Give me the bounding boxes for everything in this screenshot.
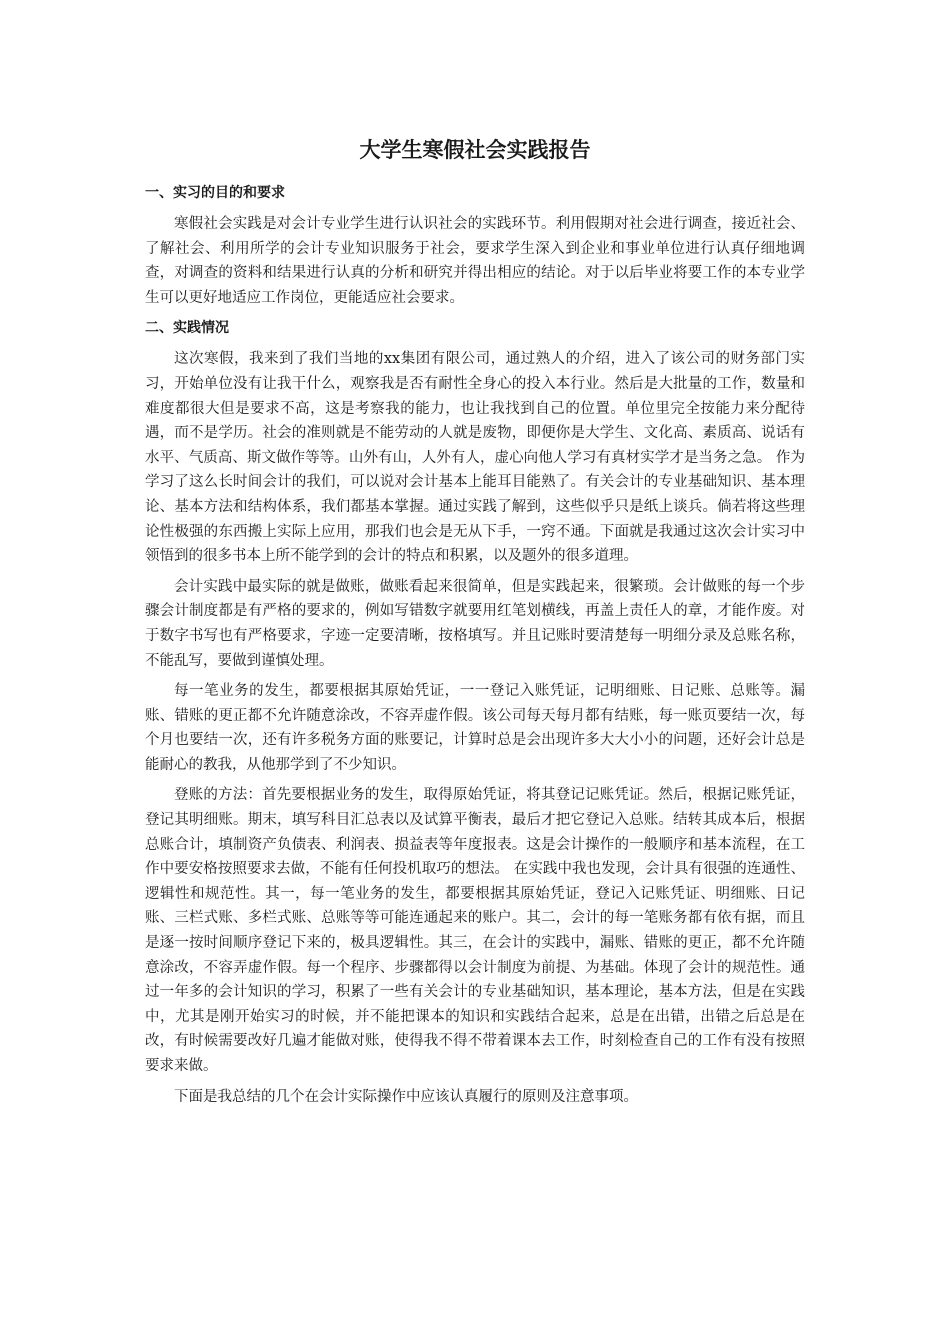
section-practice [145, 316, 805, 1109]
section-purpose [145, 181, 805, 310]
paragraph: 这次寒假，我来到了我们当地的xx集团有限公司，通过熟人的介绍，进入了该公司的财务部门实习，开始单位没有让我干什么，观察我是否有耐性全身心的投入本行业。然后是大批量的工作，数量和难度都很大但是要求不高，这是考察我的能力，也让我找到自己的位置。单位里完全按能力来分配待遇，而不是学历。社会的准则就是不能劳动的人就是废物，即便你是大学生、文化高、素质高、说话有水平、气质高、斯文做作等等。山外有山，人外有人，虚心向他人学习有真材实学才是当务之急。 作为学习了这么长时间会计的我们，可以说对会计基本上能耳目能熟了。有关会计的专业基础知识、基本理论、基本方法和结构体系，我们都基本掌握。通过实践了解到，这些似乎只是纸上谈兵。倘若将这些理论性极强的东西搬上实际上应用，那我们也会是无从下手，一窍不通。下面就是我通过这次会计实习中领悟到的很多书本上所不能学到的会计的特点和积累，以及题外的很多道理。 [145, 351, 805, 565]
document-body [145, 181, 805, 1115]
paragraph: 寒假社会实践是对会计专业学生进行认识社会的实践环节。利用假期对社会进行调查，接近社会、了解社会、利用所学的会计专业知识服务于社会，要求学生深入到企业和事业单位进行认真仔细地调查，对调查的资料和结果进行认真的分析和研究并得出相应的结论。对于以后毕业将要工作的本专业学生可以更好地适应工作岗位，更能适应社会要求。 [145, 216, 805, 306]
paragraph: 登账的方法：首先要根据业务的发生，取得原始凭证，将其登记记账凭证。然后，根据记账凭证，登记其明细账。期末，填写科目汇总表以及试算平衡表，最后才把它登记入总账。结转其成本后，根据总账合计，填制资产负债表、利润表、损益表等年度报表。这是会计操作的一般顺序和基本流程，在工作中要安格按照要求去做，不能有任何投机取巧的想法。 在实践中我也发现，会计具有很强的连通性、逻辑性和规范性。其一，每一笔业务的发生，都要根据其原始凭证，登记入记账凭证、明细账、日记账、三栏式账、多栏式账、总账等等可能连通起来的账户。其二，会计的每一笔账务都有依有据，而且是逐一按时间顺序登记下来的，极具逻辑性。其三，在会计的实践中，漏账、错账的更正，都不允许随意涂改，不容弄虚作假。每一个程序、步骤都得以会计制度为前提、为基础。体现了会计的规范性。通过一年多的会计知识的学习，积累了一些有关会计的专业基础知识，基本理论，基本方法，但是在实践中，尤其是刚开始实习的时候，并不能把课本的知识和实践结合起来，总是在出错，出错之后总是在改，有时候需要改好几遍才能做对账，使得我不得不带着课本去工作，时刻检查自己的工作有没有按照要求来做。 [145, 787, 805, 1074]
section-heading: 一、实习的目的和要求 [145, 185, 285, 201]
paragraph: 会计实践中最实际的就是做账，做账看起来很简单，但是实践起来，很繁琐。会计做账的每一个步骤会计制度都是有严格的要求的，例如写错数字就要用红笔划横线，再盖上责任人的章，才能作废。对于数字书写也有严格要求，字迹一定要清晰，按格填写。并且记账时要清楚每一明细分录及总账名称，不能乱写，要做到谨慎处理。 [145, 578, 805, 669]
paragraph: 每一笔业务的发生，都要根据其原始凭证，一一登记入账凭证，记明细账、日记账、总账等。漏账、错账的更正都不允许随意涂改，不容弄虚作假。该公司每天每月都有结账，每一账页要结一次，每个月也要结一次，还有许多税务方面的账要记，计算时总是会出现许多大大小小的问题，还好会计总是能耐心的教我，从他那学到了不少知识。 [145, 683, 805, 773]
section-heading: 二、实践情况 [145, 320, 229, 337]
document-title: 大学生寒假社会实践报告 [359, 138, 591, 162]
paragraph: 下面是我总结的几个在会计实际操作中应该认真履行的原则及注意事项。 [174, 1088, 638, 1105]
